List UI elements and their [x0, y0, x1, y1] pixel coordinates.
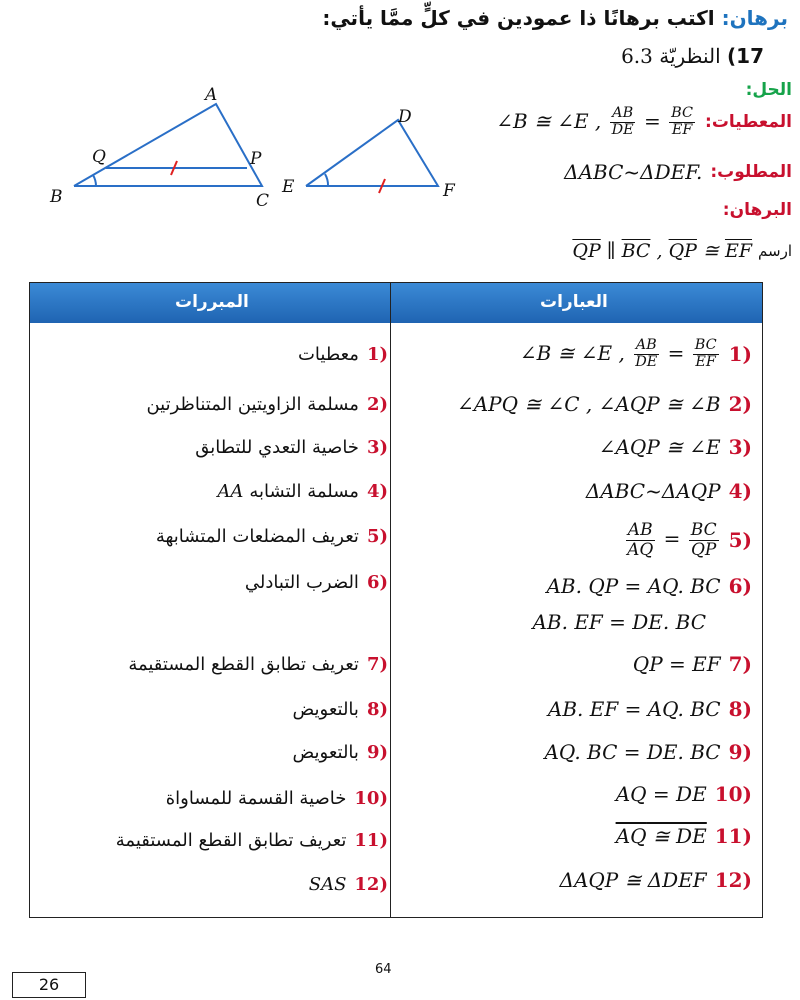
statement-row-4: (4 ΔABC~ΔAQP [585, 479, 752, 503]
construct-line [572, 240, 792, 262]
label-a: A [205, 85, 218, 105]
statement-row-1 [396, 333, 752, 375]
page-number: 64 [375, 962, 392, 977]
given-fraction-2: $\frac{BC}{EF}$ [671, 105, 694, 138]
column-divider [390, 283, 391, 917]
reason-row-11: (11 تعريف تطابق القطع المستقيمة [115, 829, 388, 851]
page-box-number: 26 [12, 972, 86, 998]
statement-row-3: (3 ∠AQP ≅ ∠E [598, 435, 752, 459]
statement-row-6: (6 AB. QP = AQ. BC [546, 574, 752, 598]
reason-row-4: (4 مسلمة التشابه AA [217, 480, 388, 502]
problem-line [621, 44, 764, 68]
triangles-figure [40, 80, 470, 220]
reason-row-5: (5 تعريف المضلعات المتشابهة [155, 525, 388, 547]
statement-text: AQ ≅ DE [615, 824, 707, 848]
reason-row-1: (1 معطيات [297, 343, 388, 365]
proof-label: برهان: [721, 6, 788, 30]
problem-number: 17) [727, 44, 764, 68]
given-angles: ∠B ≅ ∠E , [496, 108, 602, 133]
reason-row-10: (10 خاصية القسمة للمساواة [165, 787, 388, 809]
statement-row-9: (9 AQ. BC = DE. BC [544, 740, 752, 764]
given-label: المعطيات: [705, 112, 792, 133]
label-c: C [256, 191, 270, 211]
proof-table [29, 282, 763, 918]
statement-row-10: (10 AQ = DE [615, 782, 752, 806]
label-p: P [250, 149, 262, 169]
label-b: B [50, 187, 63, 207]
reason-row-7: (7 تعريف تطابق القطع المستقيمة [128, 653, 388, 675]
label-f: F [443, 181, 455, 201]
reason-row-6: (6 الضرب التبادلي [244, 571, 388, 593]
reason-row-9: (9 بالتعويض [292, 741, 388, 763]
label-e: E [282, 177, 295, 197]
solution-label: الحل: [745, 80, 792, 100]
given-expression [496, 106, 697, 139]
required-label: المطلوب: [710, 162, 792, 182]
reason-row-8: (8 بالتعويض [292, 698, 388, 720]
reason-row-12: (12 SAS [308, 873, 388, 895]
statements-header: العبارات [540, 292, 608, 312]
angle-e-arc [325, 174, 328, 186]
statement-row-11: (11 AQ ≅ DE [615, 824, 752, 848]
reasons-header: المبررات [175, 292, 249, 312]
statement-text: $\frac{AB}{AQ}$ = $\frac{BC}{QP}$ [627, 519, 717, 560]
label-d: D [398, 107, 412, 127]
theorem-text: النظريّة 6.3 [621, 44, 721, 68]
given-line [496, 106, 792, 139]
reason-row-2: (2 مسلمة الزاويتين المتناظرتين [146, 393, 388, 415]
statement-row-5: (5 $\frac{AB}{AQ}$ = $\frac{BC}{QP}$ [396, 515, 752, 565]
given-fraction-1: $\frac{AB}{DE}$ [611, 105, 634, 138]
statement-row-6b: AB. EF = DE. BC [532, 610, 706, 634]
reason-row-3: (3 خاصية التعدي للتطابق [195, 436, 388, 458]
statement-row-7: (7 QP = EF [632, 652, 752, 676]
table-header [30, 283, 762, 323]
statement-row-8: (8 AB. EF = AQ. BC [547, 697, 752, 721]
instruction-text: اكتب برهانًا ذا عمودين في كلٍّ ممَّا يأتي: [322, 6, 715, 30]
required-line [564, 160, 792, 184]
statement-number: (1 [728, 342, 752, 366]
statement-row-2: (2 ∠APQ ≅ ∠C , ∠AQP ≅ ∠B [456, 392, 752, 416]
statement-text: ∠B ≅ ∠E , $\frac{AB}{DE}$ = $\frac{BC}{EF}$ [519, 336, 717, 370]
construct-text: $\overline{QP}$ ∥ $\overline{BC}$ , $\overline{QP}$ ≅ $\overline{EF}$ [572, 240, 753, 262]
construct-label: ارسم [758, 242, 792, 260]
given-equals: = [644, 108, 661, 133]
label-q: Q [92, 147, 106, 167]
triangle-abc [74, 104, 262, 186]
proof-heading: البرهان: [722, 200, 792, 220]
header-line [322, 6, 788, 30]
statement-row-12: (12 ΔAQP ≅ ΔDEF [559, 868, 752, 892]
angle-b-arc [93, 175, 96, 186]
required-text: ΔABC~ΔDEF. [564, 160, 703, 184]
